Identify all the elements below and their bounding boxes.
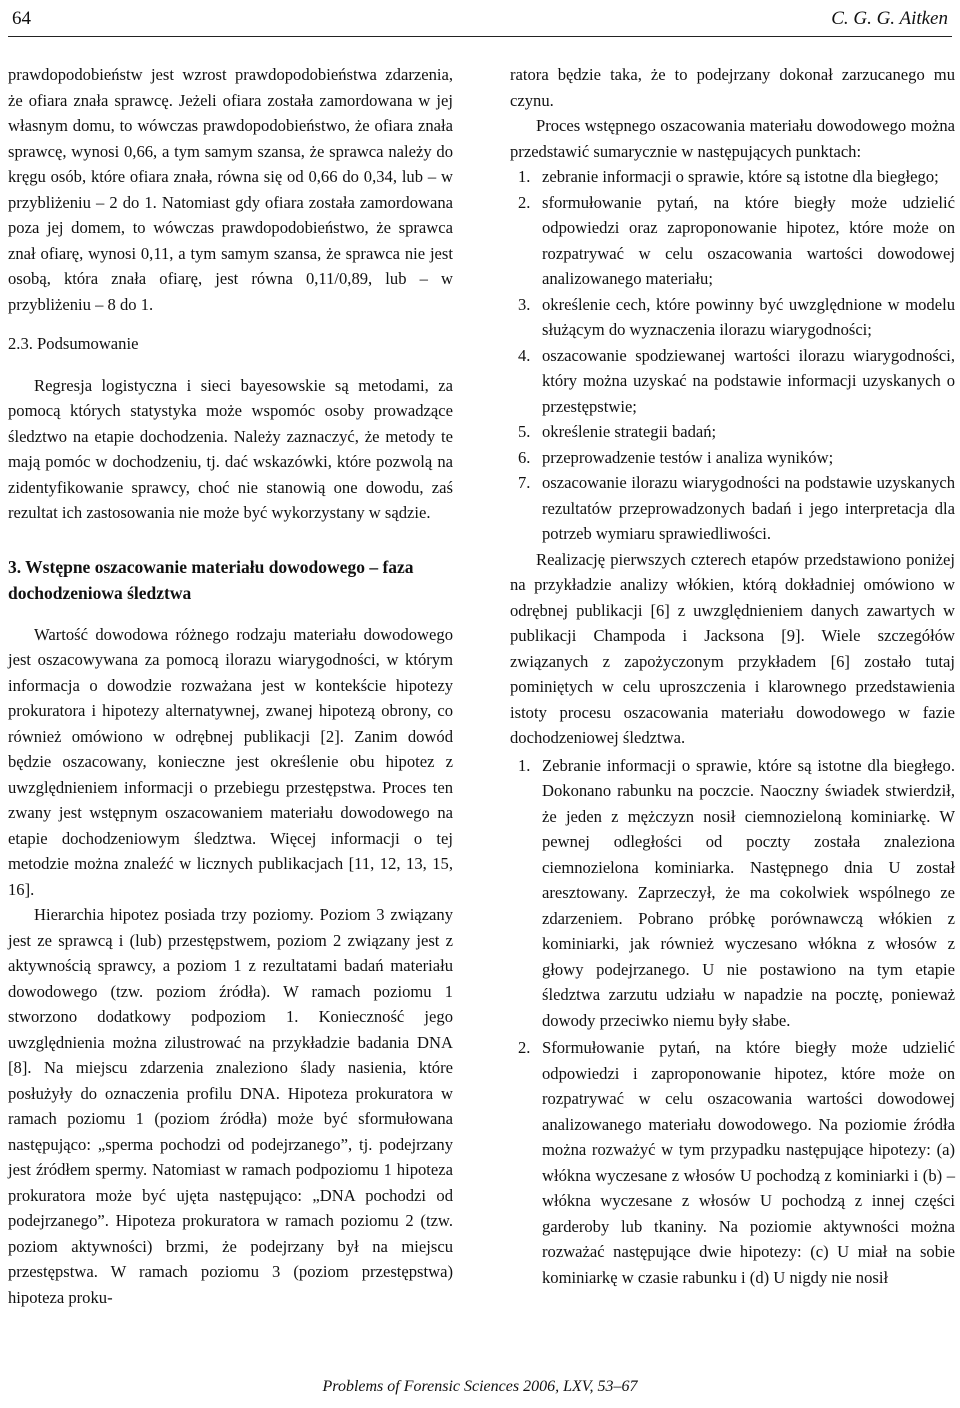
list-text: oszacowanie spodziewanej wartości ilorazu wiarygodności, który można uzyskać na podstawie informacji uzyskanych o przestępstwie;: [542, 345, 955, 416]
list-number: 1.: [518, 167, 531, 186]
list-number: 6.: [518, 447, 531, 467]
list-text: sformułowanie pytań, na które biegły może udzielić odpowiedzi oraz zaproponowanie hipotez, które może on rozpatrywać w celu oszacowania wartości dowodowej analizowanego materiału;: [542, 192, 955, 288]
left-column: [8, 62, 453, 1310]
paragraph: Wartość dowodowa różnego rodzaju materiału dowodowego jest oszacowywana za pomocą ilorazu wiarygodności, w którym informacja o dowodzie rozważana jest w kontekście hipotezy prokuratora i hipotezy alternatywnej, zwanej hipotezą obrony, co również omówiono w odrębnej publikacji [2]. Zanim dowód będzie oszacowany, konieczne jest określenie obu hipotez z uwzględnieniem informacji o przebiegu przestępstwa. Proces ten zwany jest wstępnym oszacowaniem materiału dowodowego na etapie dochodzeniowym śledztwa. Więcej informacji o tej metodzie można znaleźć w licznych publikacjach [11, 12, 13, 15, 16].: [8, 624, 453, 899]
list-item: [510, 164, 955, 190]
list-number: 3.: [518, 294, 531, 314]
list-text: oszacowanie ilorazu wiarygodności na podstawie uzyskanych rezultatów przeprowadzonych badań i jego interpretacja dla potrzeb wymiaru sprawiedliwości.: [542, 473, 955, 543]
list-text: Sformułowanie pytań, na które biegły może udzielić odpowiedzi i zaproponowanie hipotez, które może on rozpatrywać w celu oszacowania wartości dowodowej analizowanego materiału dowodowego. Na poziomie źródła można rozważyć w tym przypadku następujące hipotezy: (a) włókna wyczesane z włosów U pochodzą z kominiarki i (b) – włókna wyczesane z włosów U pochodzą z innej części garderoby lub tkaniny. Na poziomie aktywności można rozważać następujące dwie hipotezy: (c) U miał na sobie kominiarkę w czasie rabunku i (d) U nigdy nie nosił: [542, 1038, 955, 1287]
list-number: 2.: [518, 192, 531, 212]
list-text: określenie cech, które powinny być uwzględnione w modelu służącym do wyznaczenia ilorazu wiarygodności;: [542, 294, 955, 339]
section-heading: 3. Wstępne oszacowanie materiału dowodowego – faza dochodzeniowa śledztwa: [8, 556, 414, 603]
list-item: [510, 470, 955, 547]
list-item: [510, 292, 955, 343]
page-number: 64: [12, 8, 31, 29]
detail-steps-list: [510, 753, 955, 1291]
list-text: określenie strategii badań;: [542, 422, 717, 441]
list-text: zebranie informacji o sprawie, które są istotne dla biegłego;: [542, 167, 939, 186]
list-item: [510, 419, 955, 445]
list-item: [510, 753, 955, 1034]
list-number: 5.: [518, 422, 531, 441]
paragraph: Hierarchia hipotez posiada trzy poziomy. Poziom 3 związany jest ze sprawcą i (lub) przestępstwem, poziom 2 związany jest z aktywnością sprawcy, a poziom 1 z rezultatami badań materiału dowodowego (tzw. poziom źródła). W ramach poziomu 1 stworzono dodatkowy podpoziom 1. Konieczność jego uwzględnienia można zilustrować na przykładzie badania DNA [8]. Na miejscu zdarzenia znaleziono ślady nasienia, które posłużyły do oznaczenia profilu DNA. Hipoteza prokuratora w ramach poziomu 1 (poziom źródła) może być sformułowana następująco: „sperma pochodzi od podejrzanego”, tj. podejrzany jest źródłem spermy. Natomiast w ramach podpoziomu 1 hipoteza prokuratora może być ujęta następująco: „DNA pochodzi od podejrzanego”. Hipoteza prokuratora w ramach poziomu 2 (tzw. poziom aktywności) brzmi, że podejrzany był na miejscu przestępstwa. W ramach poziomu 3 (poziom przestępstwa) hipoteza proku-: [8, 905, 453, 1307]
right-column: [510, 62, 955, 1290]
paragraph: Realizację pierwszych czterech etapów przedstawiono poniżej na przykładzie analizy włókien, którą dokładniej omówiono w odrębnej publikacji [6] z uwzględnieniem danych zawartych w publikacji Champoda i Jacksona [9]. Wiele szczegółów związanych z zapożyczonym przykładem [6] zostało tutaj pominiętych w celu uproszczenia i klarownego przedstawienia istoty procesu oszacowania materiału dowodowego w fazie dochodzeniowej śledztwa.: [510, 549, 955, 747]
paragraph: prawdopodobieństw jest wzrost prawdopodobieństwa zdarzenia, że ofiara znała sprawcę. Jeżeli ofiara została zamordowana w jej własnym domu, to wówczas prawdopodobieństwo, że ofiara znała sprawcę, wynosi 0,66, a tym samym szansa, że sprawca należy do kręgu osób, które ofiara znała, równa się od 0,66 do 0,34, lub – w przybliżeniu – 2 do 1. Natomiast gdy ofiara została zamordowana poza jej domem, to wówczas prawdopodobieństwo, że sprawca znał ofiarę, wynosi 0,11, a tym samym szansa, że sprawca nie jest osobą, która znała ofiarę, jest równa 0,11/0,89, lub – w przybliżeniu – 8 do 1.: [8, 65, 453, 314]
list-item: [510, 190, 955, 292]
list-item: [510, 1035, 955, 1290]
page-header: [0, 8, 960, 32]
paragraph: ratora będzie taka, że to podejrzany dokonał zarzucanego mu czynu.: [510, 65, 955, 110]
list-text: Zebranie informacji o sprawie, które są istotne dla biegłego. Dokonano rabunku na poczcie. Naoczny świadek stwierdził, że jeden z mężczyzn nosił ciemnozieloną kominiarkę. W pewnej odległości od poczty została znaleziona ciemnozielona kominiarka. Następnego dnia U został aresztowany. Zaprzeczył, że ma cokolwiek wspólnego ze zdarzeniem. Pobrano próbkę porównawczą włókien z kominiarki, jak również wyczesano włókna z włosów z głowy podejrzanego. U nie postawiono na tym etapie śledztwa zarzutu udziału w napadzie na pocztę, ponieważ dowody przeciwko niemu były słabe.: [542, 755, 955, 1030]
header-rule: [8, 36, 952, 37]
paragraph: Regresja logistyczna i sieci bayesowskie są metodami, za pomocą których statystyka może wspomóc osoby prowadzące śledztwo na etapie dochodzenia. Należy zaznaczyć, że metody te mają pomóc w dochodzeniu, tj. dać wskazówki, które pozwolą na zidentyfikowanie sprawcy, choć nie stanowią one dowodu, zaś rezultat ich zastosowania nie może być wykorzystany w sądzie.: [8, 375, 453, 522]
list-number: 4.: [518, 345, 531, 365]
list-number: 2.: [518, 1038, 531, 1057]
list-number: 7.: [518, 473, 531, 492]
paragraph: Proces wstępnego oszacowania materiału dowodowego można przedstawić sumarycznie w następujących punktach:: [510, 116, 955, 161]
section-subheading: 2.3. Podsumowanie: [8, 334, 139, 353]
list-item: [510, 343, 955, 420]
list-item: [510, 445, 955, 471]
list-text: przeprowadzenie testów i analiza wyników;: [542, 447, 834, 467]
process-steps-list: [510, 164, 955, 547]
list-number: 1.: [518, 755, 531, 775]
journal-footer: Problems of Forensic Sciences 2006, LXV, 53–67: [322, 1378, 638, 1395]
running-author: C. G. G. Aitken: [831, 8, 948, 29]
